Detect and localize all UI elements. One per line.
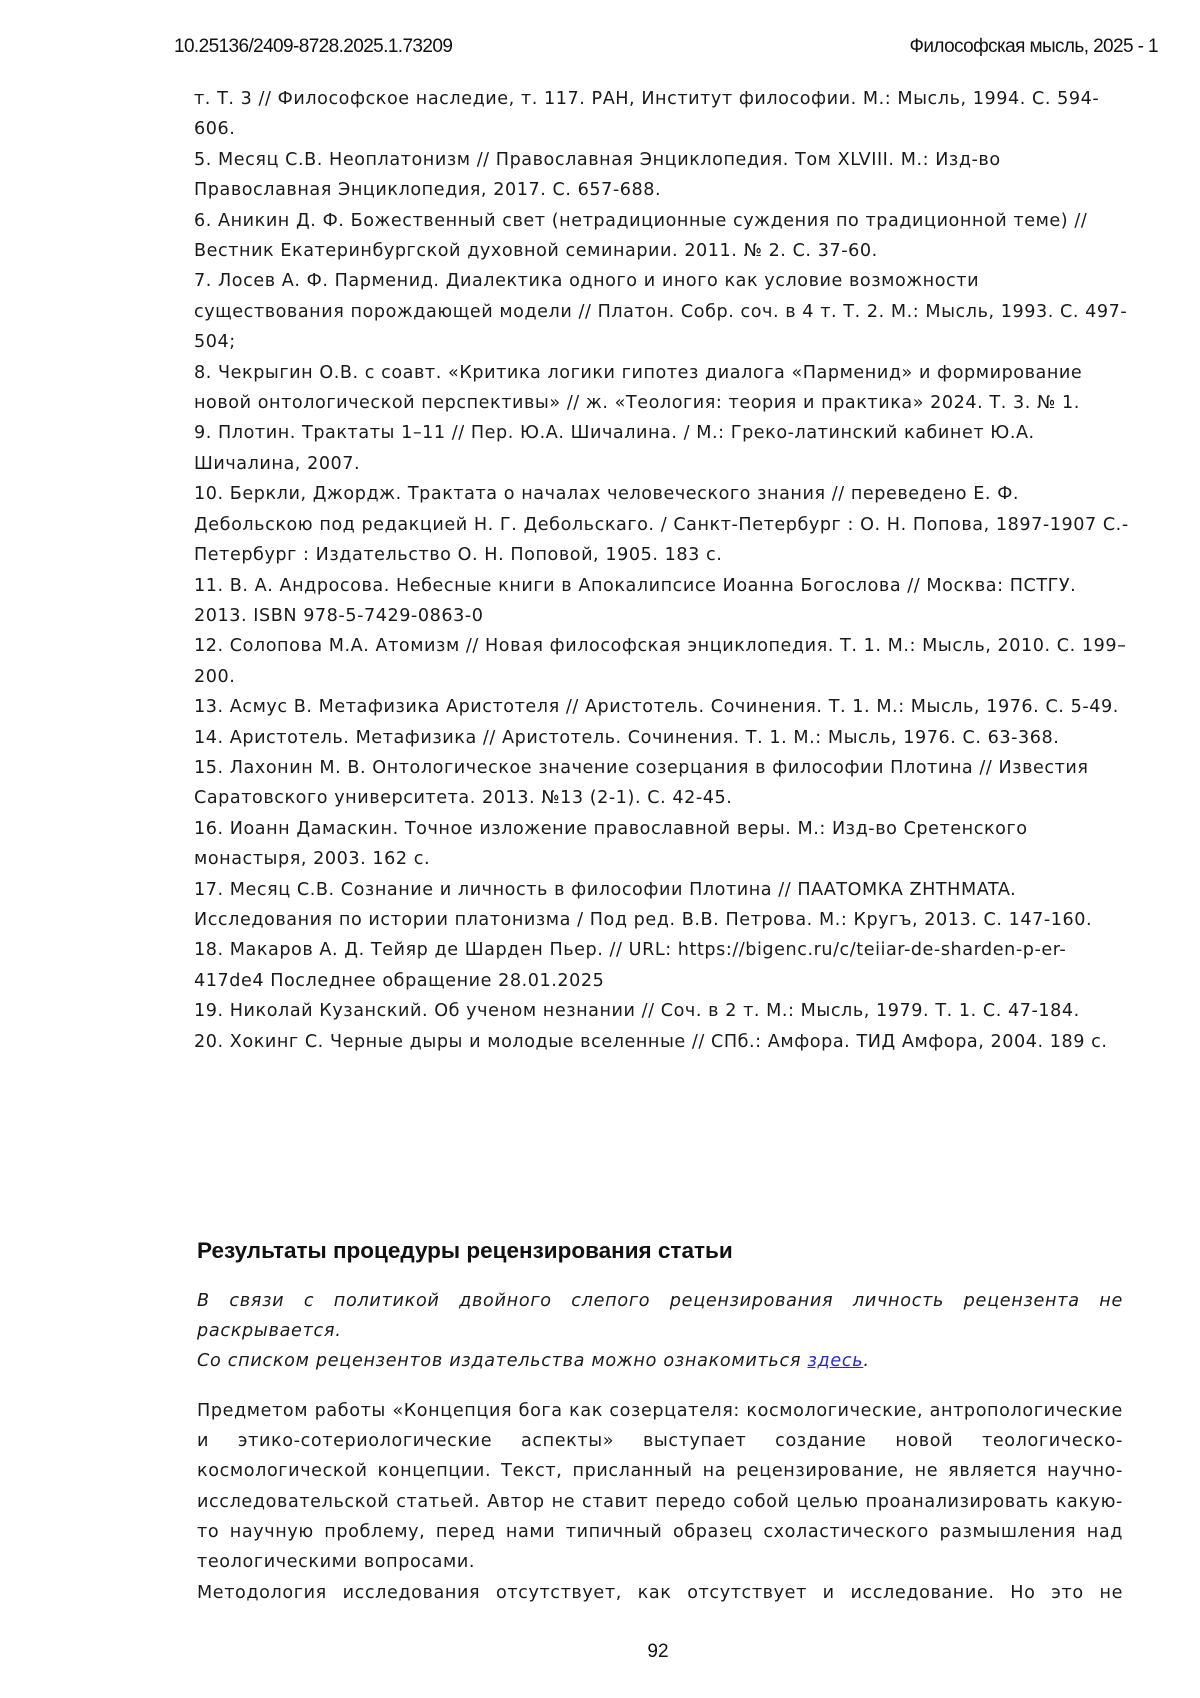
- reference-item: т. Т. 3 // Философское наследие, т. 117. РАН, Институт философии. М.: Мысль, 1994. С. 594-606.: [194, 84, 1134, 145]
- review-paragraph-continued: Методология исследования отсутствует, как отсутствует и исследование. Но это не: [197, 1578, 1123, 1608]
- reviewers-note-suffix: .: [863, 1351, 869, 1371]
- reference-item: 16. Иоанн Дамаскин. Точное изложение православной веры. М.: Изд-во Сретенского монастыря, 2003. 162 с.: [194, 814, 1134, 875]
- reference-item: 10. Беркли, Джордж. Трактата о началах человеческого знания // переведено Е. Ф. Дебольскою под редакцией Н. Г. Дебольскаго. / Санкт-Петербург : О. Н. Попова, 1897-1907 С.-Петербург : Издательство О. Н. Поповой, 1905. 183 с.: [194, 479, 1134, 570]
- journal-header: Философская мысль, 2025 - 1: [910, 36, 1158, 58]
- reference-item: 19. Николай Кузанский. Об ученом незнании // Соч. в 2 т. М.: Мысль, 1979. Т. 1. С. 47-184.: [194, 996, 1134, 1026]
- reviewers-note-text: Со списком рецензентов издательства можно ознакомиться: [197, 1351, 807, 1371]
- reference-item: 12. Солопова М.А. Атомизм // Новая философская энциклопедия. Т. 1. М.: Мысль, 2010. С. 199–200.: [194, 631, 1134, 692]
- reference-item: 18. Макаров А. Д. Тейяр де Шарден Пьер. // URL: https://bigenc.ru/c/teiiar-de-sharden-p-er-417de4 Последнее обращение 28.01.2025: [194, 935, 1134, 996]
- review-paragraph: Предметом работы «Концепция бога как созерцателя: космологические, антропологические и этико-сотериологические аспекты» выступает создание новой теологическо-космологической концепции. Текст, присланный на рецензирование, не является научно-исследовательской статьей. Автор не ставит передо собой целью проанализировать какую-то научную проблему, перед нами типичный образец схоластического размышления над теологическими вопросами.: [197, 1396, 1123, 1577]
- reviewers-list-link[interactable]: здесь: [807, 1351, 863, 1371]
- review-section-title: Результаты процедуры рецензирования статьи: [197, 1238, 733, 1264]
- reference-item: 17. Месяц С.В. Сознание и личность в философии Плотина // ПААТОМКА ZHTHMATA. Исследования по истории платонизма / Под ред. В.В. Петрова. М.: Кругъ, 2013. С. 147-160.: [194, 875, 1134, 936]
- reviewers-list-note: [197, 1346, 1123, 1376]
- blind-review-note: В связи с политикой двойного слепого рецензирования личность рецензента не раскрывается.: [197, 1286, 1123, 1346]
- doi-header: 10.25136/2409-8728.2025.1.73209: [174, 36, 452, 58]
- reference-item: 11. В. А. Андросова. Небесные книги в Апокалипсисе Иоанна Богослова // Москва: ПСТГУ. 2013. ISBN 978-5-7429-0863-0: [194, 571, 1134, 632]
- reference-item: 6. Аникин Д. Ф. Божественный свет (нетрадиционные суждения по традиционной теме) // Вестник Екатеринбургской духовной семинарии. 2011. № 2. С. 37-60.: [194, 206, 1134, 267]
- reference-item: 7. Лосев А. Ф. Парменид. Диалектика одного и иного как условие возможности существования порождающей модели // Платон. Собр. соч. в 4 т. Т. 2. М.: Мысль, 1993. С. 497-504;: [194, 266, 1134, 357]
- page-number: 92: [0, 1641, 1200, 1663]
- reference-item: 20. Хокинг С. Черные дыры и молодые вселенные // СПб.: Амфора. ТИД Амфора, 2004. 189 с.: [194, 1027, 1134, 1057]
- reference-item: 13. Асмус В. Метафизика Аристотеля // Аристотель. Сочинения. Т. 1. М.: Мысль, 1976. С. 5-49.: [194, 692, 1134, 722]
- reference-item: 15. Лахонин М. В. Онтологическое значение созерцания в философии Плотина // Известия Саратовского университета. 2013. №13 (2-1). С. 42-45.: [194, 753, 1134, 814]
- reference-item: 8. Чекрыгин О.В. с соавт. «Критика логики гипотез диалога «Парменид» и формирование новой онтологической перспективы» // ж. «Теология: теория и практика» 2024. Т. 3. № 1.: [194, 358, 1134, 419]
- reference-item: 9. Плотин. Трактаты 1–11 // Пер. Ю.А. Шичалина. / М.: Греко-латинский кабинет Ю.А. Шичалина, 2007.: [194, 418, 1134, 479]
- reference-list: [194, 84, 1134, 1057]
- reference-item: 14. Аристотель. Метафизика // Аристотель. Сочинения. Т. 1. М.: Мысль, 1976. С. 63-368.: [194, 723, 1134, 753]
- reference-item: 5. Месяц С.В. Неоплатонизм // Православная Энциклопедия. Том XLVIII. М.: Изд-во Православная Энциклопедия, 2017. С. 657-688.: [194, 145, 1134, 206]
